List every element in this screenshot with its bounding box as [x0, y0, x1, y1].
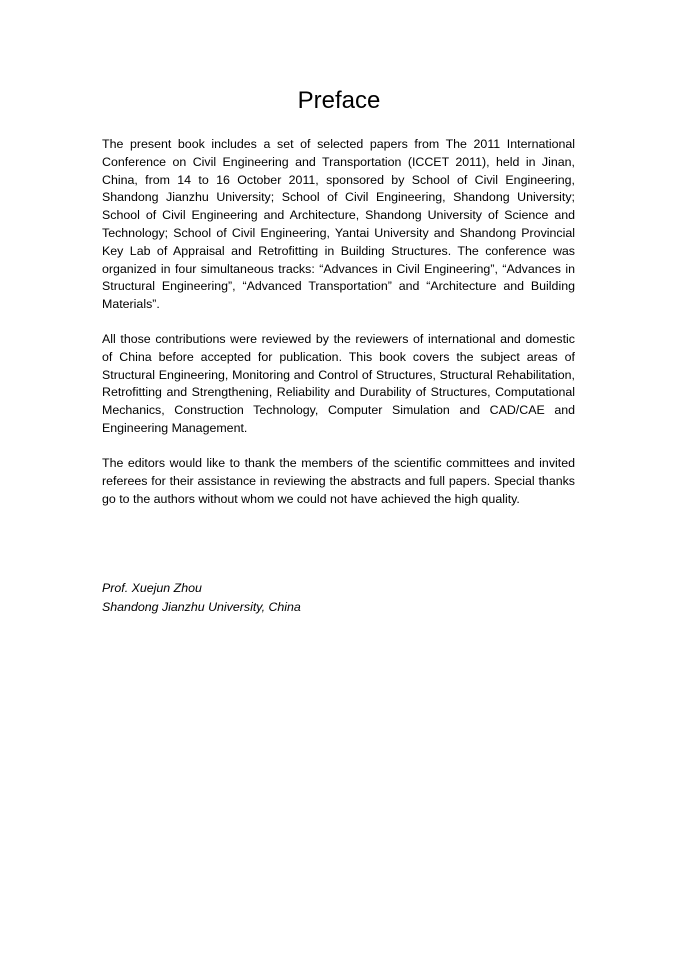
preface-paragraph-3: The editors would like to thank the members of the scientific committees and invited referees for their assistance in reviewing the abstracts and full papers. Special thanks go to the authors without whom we could not have achieved the high quality.	[102, 456, 575, 506]
signature-name: Prof. Xuejun Zhou	[102, 581, 202, 595]
signature-affiliation: Shandong Jianzhu University, China	[102, 599, 301, 614]
preface-paragraph-2: All those contributions were reviewed by the reviewers of international and domestic of China before accepted for publication. This book covers the subject areas of Structural Engineering, Monitoring and Control of Structures, Structural Rehabilitation, Retrofitting and Strengthening, Reliability and Durability of Structures, Computational Mechanics, Construction Technology, Computer Simulation and CAD/CAE and Engineering Management.	[102, 332, 575, 435]
page-title: Preface	[297, 87, 381, 114]
signature-block	[102, 579, 575, 616]
preface-paragraph-1: The present book includes a set of selected papers from The 2011 International Conference on Civil Engineering and Transportation (ICCET 2011), held in Jinan, China, from 14 to 16 October 2011, sponsored by School of Civil Engineering, Shandong Jianzhu University; School of Civil Engineering, Shandong University; School of Civil Engineering and Architecture, Shandong University of Science and Technology; School of Civil Engineering, Yantai University and Shandong Provincial Key Lab of Appraisal and Retrofitting in Building Structures. The conference was organized in four simultaneous tracks: “Advances in Civil Engineering”, “Advances in Structural Engineering”, “Advanced Transportation” and “Architecture and Building Materials”.	[102, 137, 575, 312]
